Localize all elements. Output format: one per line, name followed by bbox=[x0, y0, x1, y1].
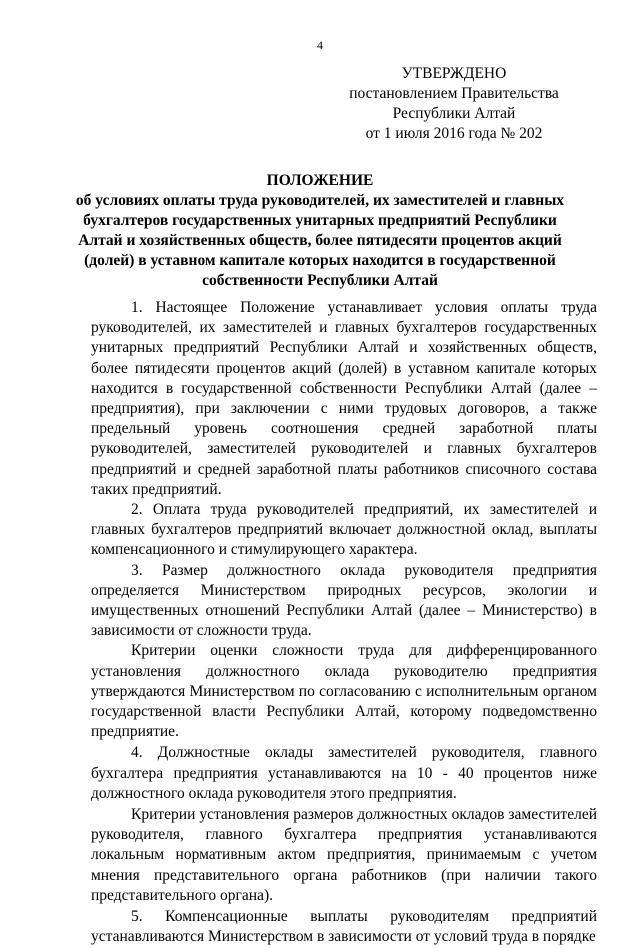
paragraph-3: 3. Размер должностного оклада руководителя предприятия определяется Министерством природных ресурсов, экологии и имущественных отношений Республики Алтай (далее – Министерство) в зависимости от сложности труда. bbox=[91, 561, 597, 640]
title-line: (долей) в уставном капитале которых находится в государственной bbox=[84, 252, 556, 269]
approval-block bbox=[324, 64, 584, 144]
title-line: Алтай и хозяйственных обществ, более пятидесяти процентов акций bbox=[78, 232, 562, 249]
document-body bbox=[91, 298, 597, 948]
title-line: собственности Республики Алтай bbox=[202, 272, 438, 289]
title-heading: ПОЛОЖЕНИЕ bbox=[266, 172, 374, 189]
approval-line: постановлением Правительства bbox=[349, 85, 559, 102]
paragraph-3-criteria: Критерии оценки сложности труда для дифференцированного установления должностного оклада руководителю предприятия утверждаются Министерством по согласованию с исполнительным органом государственной власти Республики Алтай, которому подведомственно предприятие. bbox=[91, 642, 597, 741]
approval-line: от 1 июля 2016 года № 202 bbox=[365, 125, 543, 142]
paragraph-2: 2. Оплата труда руководителей предприятий, их заместителей и главных бухгалтеров предприятий включает должностной оклад, выплаты компенсационного и стимулирующего характера. bbox=[91, 501, 597, 559]
paragraph-1: 1. Настоящее Положение устанавливает условия оплаты труда руководителей, их заместителей и главных бухгалтеров государственных унитарных предприятий Республики Алтай и хозяйственных обществ, более пятидесяти процентов акций (долей) в уставном капитале которых находится в государственной собственности Республики Алтай (далее – предприятия), при заключении с ними трудовых договоров, а также предельный уровень соотношения средней заработной платы руководителей, заместителей руководителей и главных бухгалтеров предприятий и средней заработной платы работников списочного состава таких предприятий. bbox=[91, 299, 597, 498]
page-number: 4 bbox=[317, 38, 323, 52]
paragraph-4: 4. Должностные оклады заместителей руководителя, главного бухгалтера предприятия устанавливаются на 10 - 40 процентов ниже должностного оклада руководителя этого предприятия. bbox=[91, 744, 597, 802]
title-line: об условиях оплаты труда руководителей, их заместителей и главных bbox=[75, 192, 565, 209]
paragraph-4-criteria: Критерии установления размеров должностных окладов заместителей руководителя, главного бухгалтера предприятия устанавливаются локальным нормативным актом предприятия, принимаемым с учетом мнения представительного органа работников (при наличии такого представительного органа). bbox=[91, 806, 597, 904]
approval-line: УТВЕРЖДЕНО bbox=[401, 65, 507, 82]
document-title bbox=[60, 171, 580, 291]
paragraph-5: 5. Компенсационные выплаты руководителям предприятий устанавливаются Министерством в зависимости от условий труда в порядке bbox=[91, 908, 597, 946]
approval-line: Республики Алтай bbox=[392, 105, 516, 122]
title-line: бухгалтеров государственных унитарных предприятий Республики bbox=[83, 212, 557, 229]
